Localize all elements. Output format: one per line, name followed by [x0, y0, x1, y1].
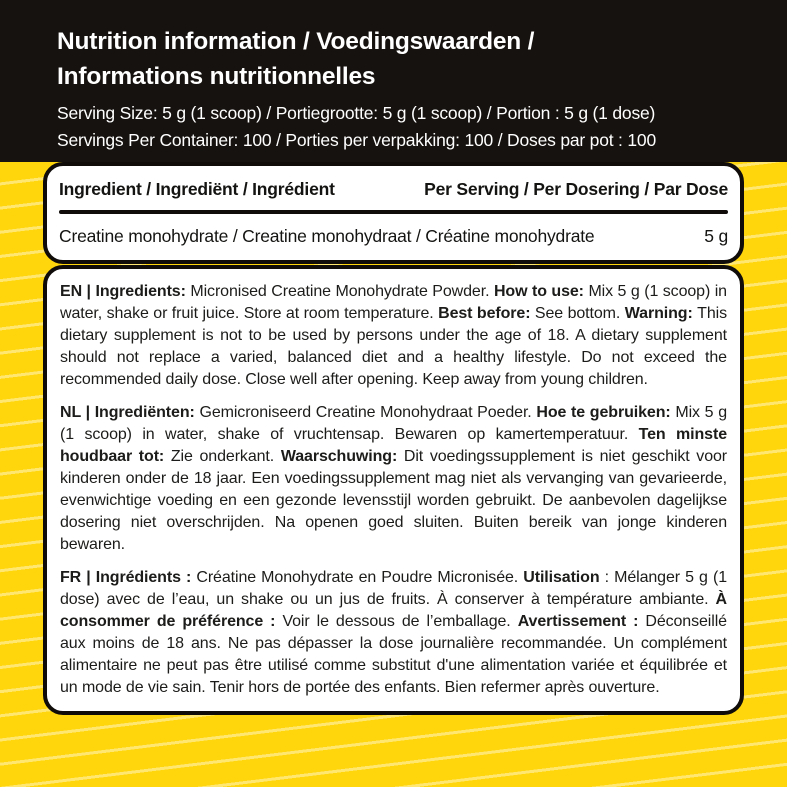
- ingredient-amount: 5 g: [704, 226, 728, 246]
- paragraph-en: EN | Ingredients: Micronised Creatine Monohydrate Powder. How to use: Mix 5 g (1 scoop) in water, shake or fruit juice. Store at room temperature. Best before: See bottom. Warning: This dietary supplement is not to be used by persons under the age of 18. A dietary supplement should not replace a varied, balanced diet and a healthy lifestyle. Do not exceed the recommended daily dose. Close well after opening. Keep away from young children.: [60, 283, 727, 388]
- label-body: [43, 162, 744, 715]
- header: [0, 0, 787, 162]
- serving-size-line: Serving Size: 5 g (1 scoop) / Portiegrootte: 5 g (1 scoop) / Portion : 5 g (1 dose): [57, 103, 656, 123]
- ingredient-name: Creatine monohydrate / Creatine monohydraat / Créatine monohydrate: [59, 226, 595, 246]
- page-title-line-2: Informations nutritionnelles: [57, 63, 376, 90]
- table-header-row: [59, 176, 728, 210]
- ingredient-table-box: [43, 162, 744, 264]
- info-box: [43, 265, 744, 715]
- page-title: [57, 24, 747, 94]
- paragraph-fr: FR | Ingrédients : Créatine Monohydrate en Poudre Micronisée. Utilisation : Mélanger 5 g (1 dose) avec de l’eau, un shake ou un jus de fruits. À conserver à température ambiante. À consommer de préférence : Voir le dessous de l’emballage. Avertissement : Déconseillé aux moins de 18 ans. Ne pas dépasser la dose journalière recommandée. Un complément alimentaire ne peut pas être utilisé comme substitut d'une alimentation variée et équilibrée et un mode de vie sain. Tenir hors de portée des enfants. Bien refermer après ouverture.: [60, 569, 728, 696]
- page-title-line-1: Nutrition information / Voedingswaarden /: [57, 28, 535, 55]
- table-row: [59, 214, 728, 247]
- column-header-ingredient: Ingredient / Ingrediënt / Ingrédient: [59, 179, 335, 199]
- column-header-per-serving: Per Serving / Per Dosering / Par Dose: [424, 179, 728, 199]
- paragraph-nl: NL | Ingrediënten: Gemicroniseerd Creatine Monohydraat Poeder. Hoe te gebruiken: Mix 5 g (1 scoop) in water, shake of vruchtensap. Bewaren op kamertemperatuur. Ten minste houdbaar tot: Zie onderkant. Waarschuwing: Dit voedingssupplement is niet geschikt voor kinderen onder de 18 jaar. Een voedingssupplement mag niet als vervanging van gevarieerde, evenwichtige voeding en een gezonde levensstijl worden gebruikt. De aanbevolen dagelijkse dosering niet overschrijden. Na openen goed sluiten. Buiten bereik van jonge kinderen bewaren.: [60, 404, 728, 553]
- servings-per-container-line: Servings Per Container: 100 / Porties per verpakking: 100 / Doses par pot : 100: [57, 130, 656, 150]
